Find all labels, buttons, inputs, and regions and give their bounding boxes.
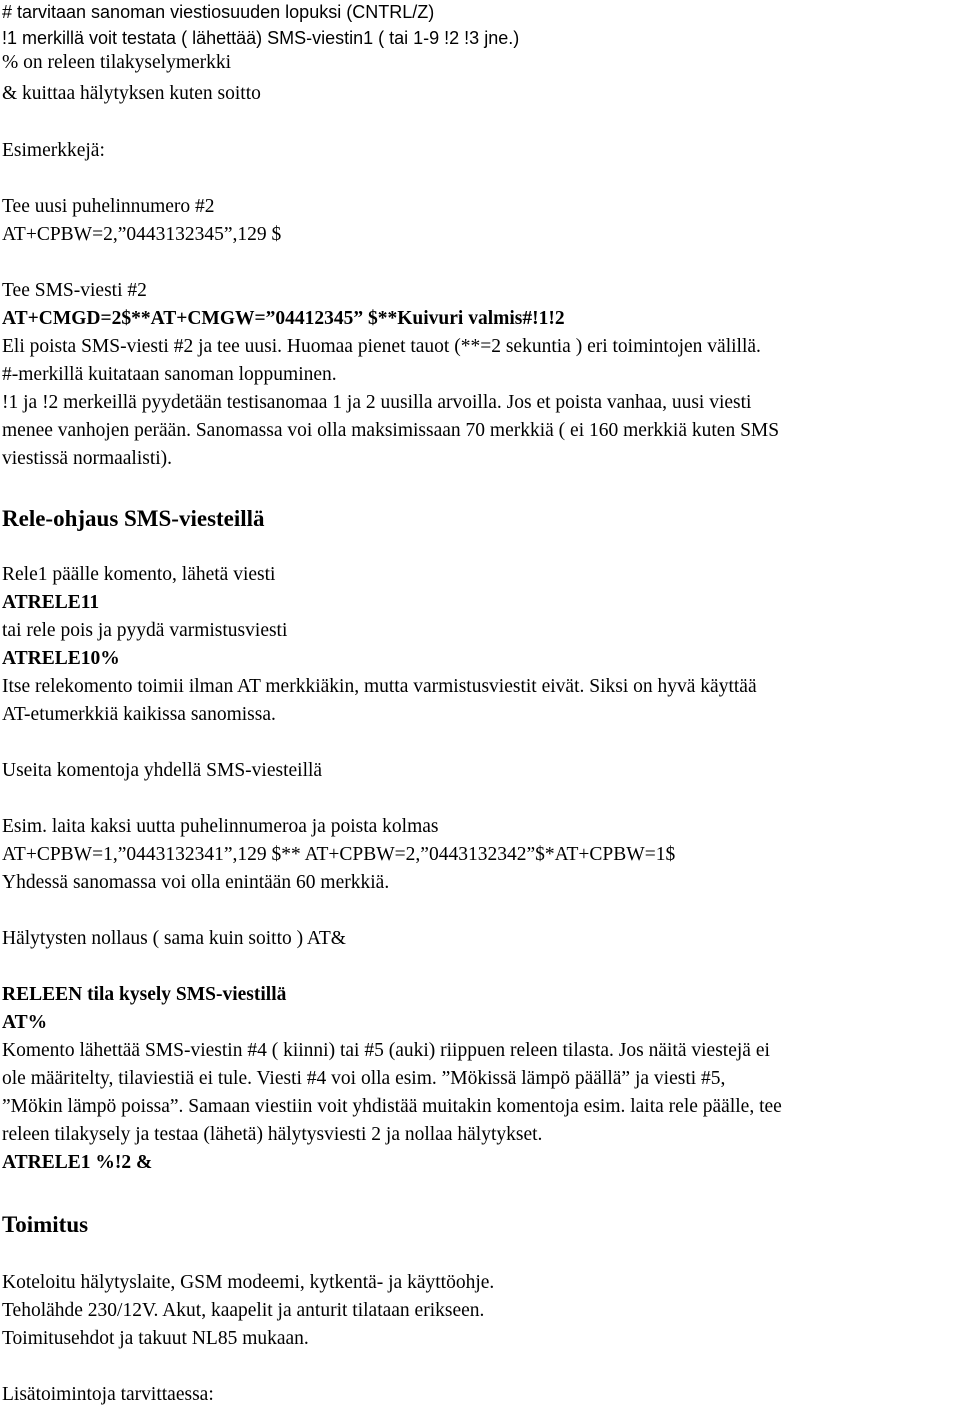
relay-heading: Rele-ohjaus SMS-viesteillä — [2, 506, 265, 531]
extra-label: Lisätoimintoja tarvittaessa: — [2, 1384, 214, 1405]
delivery-line: Koteloitu hälytyslaite, GSM modeemi, kytkentä- ja käyttöohje. — [2, 1272, 495, 1293]
status-line: Komento lähettää SMS-viestin #4 ( kiinni) tai #5 (auki) riippuen releen tilasta. Jos näitä viestejä ei — [2, 1040, 770, 1061]
example1-command: AT+CPBW=2,”0443132345”,129 $ — [2, 224, 282, 245]
relay-note: Itse relekomento toimii ilman AT merkkiäkin, mutta varmistusviestit eivät. Siksi on hyvä käyttää — [2, 676, 757, 697]
multi-command: AT+CPBW=1,”0443132341”,129 $** AT+CPBW=2,”0443132342”$*AT+CPBW=1$ — [2, 844, 676, 865]
example2-title: Tee SMS-viesti #2 — [2, 280, 147, 301]
alarm-reset: Hälytysten nollaus ( sama kuin soitto ) AT& — [2, 928, 346, 949]
status-heading: RELEEN tila kysely SMS-viestillä — [2, 984, 287, 1005]
explanation-line: !1 ja !2 merkeillä pyydetään testisanomaa 1 ja 2 uusilla arvoilla. Jos et poista vanhaa, uusi viesti — [2, 392, 752, 413]
status-line: ole määritelty, tilaviestiä ei tule. Viesti #4 voi olla esim. ”Mökissä lämpö päällä” ja viesti #5, — [2, 1068, 726, 1089]
delivery-heading: Toimitus — [2, 1212, 89, 1237]
delivery-line: Toimitusehdot ja takuut NL85 mukaan. — [2, 1328, 309, 1349]
status-line: releen tilakysely ja testaa (lähetä) hälytysviesti 2 ja nollaa hälytykset. — [2, 1124, 543, 1145]
relay-line: Rele1 päälle komento, lähetä viesti — [2, 564, 276, 585]
relay-line: tai rele pois ja pyydä varmistusviesti — [2, 620, 288, 641]
status-example: ATRELE1 %!2 & — [2, 1152, 153, 1173]
intro-line: # tarvitaan sanoman viestiosuuden lopuksi (CNTRL/Z) — [2, 2, 435, 22]
explanation-line: viestissä normaalisti). — [2, 448, 173, 469]
explanation-line: menee vanhojen perään. Sanomassa voi olla maksimissaan 70 merkkiä ( ei 160 merkkiä kuten SMS — [2, 420, 780, 441]
status-command: AT% — [2, 1012, 48, 1033]
intro-line: & kuittaa hälytyksen kuten soitto — [2, 83, 261, 104]
intro-line: % on releen tilakyselymerkki — [2, 52, 232, 73]
example1-title: Tee uusi puhelinnumero #2 — [2, 196, 215, 217]
example2-command: AT+CMGD=2$**AT+CMGW=”04412345” $**Kuivuri valmis#!1!2 — [2, 308, 565, 329]
relay-command: ATRELE11 — [2, 592, 100, 613]
status-line: ”Mökin lämpö poissa”. Samaan viestiin voit yhdistää muitakin komentoja esim. laita rele päälle, tee — [2, 1096, 782, 1117]
relay-note: AT-etumerkkiä kaikissa sanomissa. — [2, 704, 276, 725]
multi-title: Useita komentoja yhdellä SMS-viesteillä — [2, 760, 323, 781]
delivery-line: Teholähde 230/12V. Akut, kaapelit ja anturit tilataan erikseen. — [2, 1300, 485, 1321]
examples-label: Esimerkkejä: — [2, 140, 105, 161]
relay-command: ATRELE10% — [2, 648, 120, 669]
intro-line: !1 merkillä voit testata ( lähettää) SMS-viestin1 ( tai 1-9 !2 !3 jne.) — [2, 28, 520, 48]
multi-example: Esim. laita kaksi uutta puhelinnumeroa ja poista kolmas — [2, 816, 439, 837]
explanation-line: Eli poista SMS-viesti #2 ja tee uusi. Huomaa pienet tauot (**=2 sekuntia ) eri toimintojen välillä. — [2, 336, 761, 357]
multi-note: Yhdessä sanomassa voi olla enintään 60 merkkiä. — [2, 872, 390, 893]
explanation-line: #-merkillä kuitataan sanoman loppuminen. — [2, 364, 337, 385]
